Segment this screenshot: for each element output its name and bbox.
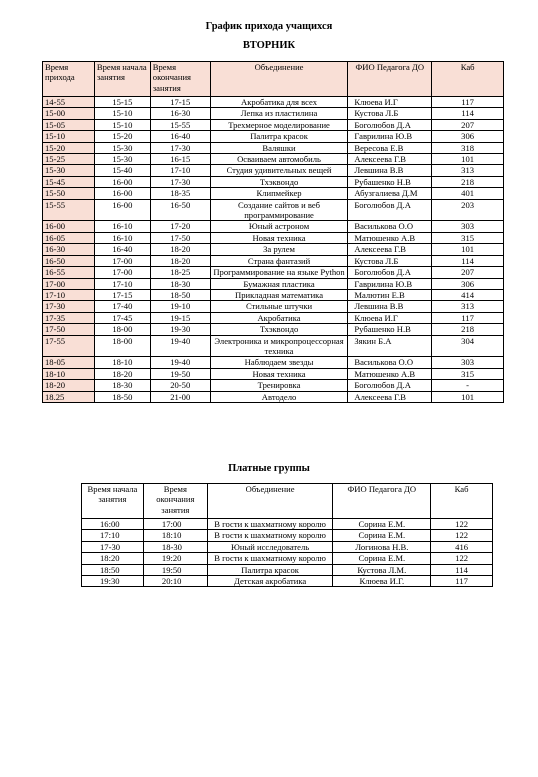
end-time-cell: 16-40 — [150, 131, 210, 142]
end-time-cell: 19-10 — [150, 301, 210, 312]
end-time-cell: 16-30 — [150, 108, 210, 119]
room-cell: 401 — [432, 188, 504, 199]
room-cell: - — [432, 380, 504, 391]
room-cell: 122 — [431, 553, 493, 564]
room-cell: 114 — [432, 108, 504, 119]
table-row — [43, 232, 504, 243]
start-time-cell: 15-15 — [94, 97, 150, 108]
end-time-cell: 19:50 — [143, 564, 207, 575]
table-row — [43, 267, 504, 278]
arrival-time-cell: 17-10 — [43, 289, 95, 300]
header-arrival-time: Время прихода — [43, 62, 95, 97]
teacher-cell: Кустова Л.Б — [348, 108, 432, 119]
room-cell: 101 — [432, 244, 504, 255]
start-time-cell: 18-30 — [94, 380, 150, 391]
start-time-cell: 16-00 — [94, 188, 150, 199]
document-title: График прихода учащихся — [205, 21, 333, 32]
start-time-cell: 16-40 — [94, 244, 150, 255]
start-time-cell: 18-10 — [94, 357, 150, 368]
teacher-cell: Клюева И.Г — [348, 97, 432, 108]
teacher-cell: Матюшенко А.В — [348, 368, 432, 379]
header-club: Объединение — [210, 62, 348, 97]
end-time-cell: 20:10 — [143, 576, 207, 587]
end-time-cell: 16-50 — [150, 199, 210, 221]
room-cell: 203 — [432, 199, 504, 221]
table-row — [43, 154, 504, 165]
club-cell: Осваиваем автомобиль — [210, 154, 348, 165]
teacher-cell: Боголюбов Д.А — [348, 199, 432, 221]
table-row — [43, 335, 504, 357]
table-row — [43, 312, 504, 323]
end-time-cell: 19-40 — [150, 357, 210, 368]
room-cell: 101 — [432, 154, 504, 165]
arrival-time-cell: 16-50 — [43, 255, 95, 266]
teacher-cell: Василькова О.О — [348, 221, 432, 232]
end-time-cell: 19-50 — [150, 368, 210, 379]
end-time-cell: 18-35 — [150, 188, 210, 199]
end-time-cell: 19-30 — [150, 324, 210, 335]
start-time-cell: 17-40 — [94, 301, 150, 312]
start-time-cell: 18-00 — [94, 335, 150, 357]
teacher-cell: Левшина В.В — [348, 165, 432, 176]
table-row — [43, 176, 504, 187]
club-cell: Детская акробатика — [207, 576, 333, 587]
arrival-time-cell: 16-00 — [43, 221, 95, 232]
teacher-cell: Сорина Е.М. — [333, 553, 431, 564]
start-time-cell: 18-00 — [94, 324, 150, 335]
room-cell: 313 — [432, 301, 504, 312]
schedule-body — [43, 97, 504, 403]
table-row — [43, 357, 504, 368]
table-row — [43, 119, 504, 130]
teacher-cell: Алексеева Г.В — [348, 244, 432, 255]
room-cell: 207 — [432, 119, 504, 130]
end-time-cell: 18-50 — [150, 289, 210, 300]
start-time-cell: 18-50 — [94, 391, 150, 402]
teacher-cell: Вересова Е.В — [348, 142, 432, 153]
club-cell: Тхэквондо — [210, 176, 348, 187]
club-cell: Новая техника — [210, 368, 348, 379]
room-cell: 303 — [432, 357, 504, 368]
start-time-cell: 15-30 — [94, 154, 150, 165]
start-time-cell: 17-30 — [82, 541, 144, 552]
teacher-cell: Рубашенко Н.В — [348, 324, 432, 335]
teacher-cell: Сорина Е.М. — [333, 530, 431, 541]
table-row — [43, 391, 504, 402]
arrival-time-cell: 18.25 — [43, 391, 95, 402]
room-cell: 117 — [432, 97, 504, 108]
header-end-time: Время окончания занятия — [150, 62, 210, 97]
end-time-cell: 19:20 — [143, 553, 207, 564]
end-time-cell: 16-15 — [150, 154, 210, 165]
end-time-cell: 18-20 — [150, 255, 210, 266]
arrival-time-cell: 15-00 — [43, 108, 95, 119]
club-cell: Студия удивительных вещей — [210, 165, 348, 176]
end-time-cell: 18-30 — [150, 278, 210, 289]
club-cell: Электроника и микропроцессорная техника — [210, 335, 348, 357]
table-row — [82, 553, 493, 564]
club-cell: Создание сайтов и веб программирование — [210, 199, 348, 221]
club-cell: Палитра красок — [207, 564, 333, 575]
teacher-cell: Боголюбов Д.А — [348, 119, 432, 130]
room-cell: 117 — [432, 312, 504, 323]
room-cell: 414 — [432, 289, 504, 300]
table-row — [43, 188, 504, 199]
end-time-cell: 17-10 — [150, 165, 210, 176]
start-time-cell: 17-00 — [94, 255, 150, 266]
room-cell: 218 — [432, 324, 504, 335]
club-cell: Юный астроном — [210, 221, 348, 232]
club-cell: Тренировка — [210, 380, 348, 391]
teacher-cell: Левшина В.В — [348, 301, 432, 312]
club-cell: Лепка из пластилина — [210, 108, 348, 119]
paid-header-start-time: Время начала занятия — [82, 484, 144, 519]
club-cell: Валяшки — [210, 142, 348, 153]
club-cell: Наблюдаем звезды — [210, 357, 348, 368]
arrival-time-cell: 17-55 — [43, 335, 95, 357]
teacher-cell: Абузгалиева Д.М — [348, 188, 432, 199]
teacher-cell: Боголюбов Д.А — [348, 380, 432, 391]
club-cell: Страна фантазий — [210, 255, 348, 266]
arrival-time-cell: 15-05 — [43, 119, 95, 130]
table-row — [43, 289, 504, 300]
arrival-time-cell: 15-20 — [43, 142, 95, 153]
table-row — [43, 131, 504, 142]
room-cell: 313 — [432, 165, 504, 176]
room-cell: 114 — [432, 255, 504, 266]
paid-header-room: Каб — [431, 484, 493, 519]
teacher-cell: Малютин Е.В — [348, 289, 432, 300]
table-row — [43, 108, 504, 119]
arrival-time-cell: 17-50 — [43, 324, 95, 335]
start-time-cell: 16-10 — [94, 232, 150, 243]
start-time-cell: 17-00 — [94, 267, 150, 278]
arrival-time-cell: 17-35 — [43, 312, 95, 323]
arrival-time-cell: 15-45 — [43, 176, 95, 187]
room-cell: 122 — [431, 530, 493, 541]
table-row — [82, 564, 493, 575]
teacher-cell: Алексеева Г.В — [348, 391, 432, 402]
start-time-cell: 17-45 — [94, 312, 150, 323]
table-row — [82, 519, 493, 530]
header-start-time: Время начала занятия — [94, 62, 150, 97]
teacher-cell: Кустова Л.М. — [333, 564, 431, 575]
paid-groups-title: Платные группы — [228, 463, 310, 474]
teacher-cell: Рубашенко Н.В — [348, 176, 432, 187]
teacher-cell: Гаврилина Ю.В — [348, 131, 432, 142]
arrival-time-cell: 18-05 — [43, 357, 95, 368]
paid-header-teacher: ФИО Педагога ДО — [333, 484, 431, 519]
header-room: Каб — [432, 62, 504, 97]
end-time-cell: 18-20 — [150, 244, 210, 255]
room-cell: 306 — [432, 131, 504, 142]
arrival-time-cell: 16-05 — [43, 232, 95, 243]
end-time-cell: 17-20 — [150, 221, 210, 232]
arrival-time-cell: 14-55 — [43, 97, 95, 108]
table-row — [43, 255, 504, 266]
room-cell: 416 — [431, 541, 493, 552]
paid-groups-table — [81, 483, 493, 587]
start-time-cell: 17:10 — [82, 530, 144, 541]
arrival-time-cell: 16-30 — [43, 244, 95, 255]
arrival-time-cell: 16-55 — [43, 267, 95, 278]
room-cell: 101 — [432, 391, 504, 402]
table-row — [43, 97, 504, 108]
end-time-cell: 17-50 — [150, 232, 210, 243]
end-time-cell: 20-50 — [150, 380, 210, 391]
day-title: ВТОРНИК — [242, 40, 296, 51]
teacher-cell: Василькова О.О — [348, 357, 432, 368]
start-time-cell: 15-20 — [94, 131, 150, 142]
club-cell: В гости к шахматному королю — [207, 530, 333, 541]
club-cell: Программирование на языке Python — [210, 267, 348, 278]
table-row — [43, 278, 504, 289]
room-cell: 315 — [432, 232, 504, 243]
start-time-cell: 17-15 — [94, 289, 150, 300]
teacher-cell: Клюева И.Г — [348, 312, 432, 323]
room-cell: 303 — [432, 221, 504, 232]
start-time-cell: 18:50 — [82, 564, 144, 575]
end-time-cell: 17-30 — [150, 176, 210, 187]
table-row — [43, 368, 504, 379]
teacher-cell: Кустова Л.Б — [348, 255, 432, 266]
end-time-cell: 18:10 — [143, 530, 207, 541]
start-time-cell: 15-10 — [94, 119, 150, 130]
club-cell: Автодело — [210, 391, 348, 402]
teacher-cell: Клюева И.Г. — [333, 576, 431, 587]
room-cell: 117 — [431, 576, 493, 587]
table-row — [43, 199, 504, 221]
teacher-cell: Логинова Н.В. — [333, 541, 431, 552]
paid-header-end-time: Время окончания занятия — [143, 484, 207, 519]
room-cell: 122 — [431, 519, 493, 530]
room-cell: 306 — [432, 278, 504, 289]
arrival-time-cell: 15-50 — [43, 188, 95, 199]
paid-header-row — [82, 484, 493, 519]
club-cell: Прикладная математика — [210, 289, 348, 300]
header-teacher: ФИО Педагога ДО — [348, 62, 432, 97]
club-cell: В гости к шахматному королю — [207, 553, 333, 564]
end-time-cell: 21-00 — [150, 391, 210, 402]
club-cell: Тхэквондо — [210, 324, 348, 335]
table-row — [82, 541, 493, 552]
table-row — [43, 221, 504, 232]
table-row — [43, 380, 504, 391]
end-time-cell: 18-30 — [143, 541, 207, 552]
teacher-cell: Боголюбов Д.А — [348, 267, 432, 278]
paid-header-club: Объединение — [207, 484, 333, 519]
club-cell: Палитра красок — [210, 131, 348, 142]
club-cell: Трехмерное моделирование — [210, 119, 348, 130]
arrival-time-cell: 15-55 — [43, 199, 95, 221]
start-time-cell: 16-00 — [94, 176, 150, 187]
room-cell: 207 — [432, 267, 504, 278]
room-cell: 114 — [431, 564, 493, 575]
room-cell: 318 — [432, 142, 504, 153]
start-time-cell: 16-00 — [94, 199, 150, 221]
start-time-cell: 15-30 — [94, 142, 150, 153]
table-row — [43, 165, 504, 176]
end-time-cell: 19-40 — [150, 335, 210, 357]
room-cell: 218 — [432, 176, 504, 187]
club-cell: Новая техника — [210, 232, 348, 243]
room-cell: 315 — [432, 368, 504, 379]
teacher-cell: Сорина Е.М. — [333, 519, 431, 530]
arrival-time-cell: 17-30 — [43, 301, 95, 312]
end-time-cell: 15-55 — [150, 119, 210, 130]
start-time-cell: 18-20 — [94, 368, 150, 379]
end-time-cell: 17-15 — [150, 97, 210, 108]
table-row — [82, 576, 493, 587]
arrival-time-cell: 18-20 — [43, 380, 95, 391]
teacher-cell: Алексеева Г.В — [348, 154, 432, 165]
teacher-cell: Гаврилина Ю.В — [348, 278, 432, 289]
table-row — [82, 530, 493, 541]
start-time-cell: 17-10 — [94, 278, 150, 289]
teacher-cell: Матюшенко А.В — [348, 232, 432, 243]
club-cell: Акробатика для всех — [210, 97, 348, 108]
arrival-time-cell: 18-10 — [43, 368, 95, 379]
club-cell: Стильные штучки — [210, 301, 348, 312]
arrival-time-cell: 17-00 — [43, 278, 95, 289]
end-time-cell: 17:00 — [143, 519, 207, 530]
end-time-cell: 18-25 — [150, 267, 210, 278]
schedule-header-row — [43, 62, 504, 97]
start-time-cell: 19:30 — [82, 576, 144, 587]
start-time-cell: 16-10 — [94, 221, 150, 232]
arrival-time-cell: 15-25 — [43, 154, 95, 165]
start-time-cell: 15-10 — [94, 108, 150, 119]
paid-groups-body — [82, 519, 493, 587]
arrival-time-cell: 15-30 — [43, 165, 95, 176]
room-cell: 304 — [432, 335, 504, 357]
club-cell: Акробатика — [210, 312, 348, 323]
end-time-cell: 19-15 — [150, 312, 210, 323]
club-cell: Юный исследователь — [207, 541, 333, 552]
arrival-time-cell: 15-10 — [43, 131, 95, 142]
club-cell: За рулем — [210, 244, 348, 255]
table-row — [43, 244, 504, 255]
table-row — [43, 301, 504, 312]
start-time-cell: 18:20 — [82, 553, 144, 564]
club-cell: Клипмейкер — [210, 188, 348, 199]
start-time-cell: 16:00 — [82, 519, 144, 530]
end-time-cell: 17-30 — [150, 142, 210, 153]
table-row — [43, 142, 504, 153]
table-row — [43, 324, 504, 335]
schedule-table — [42, 61, 504, 403]
club-cell: Бумажная пластика — [210, 278, 348, 289]
club-cell: В гости к шахматному королю — [207, 519, 333, 530]
teacher-cell: Зякин Б.А — [348, 335, 432, 357]
start-time-cell: 15-40 — [94, 165, 150, 176]
